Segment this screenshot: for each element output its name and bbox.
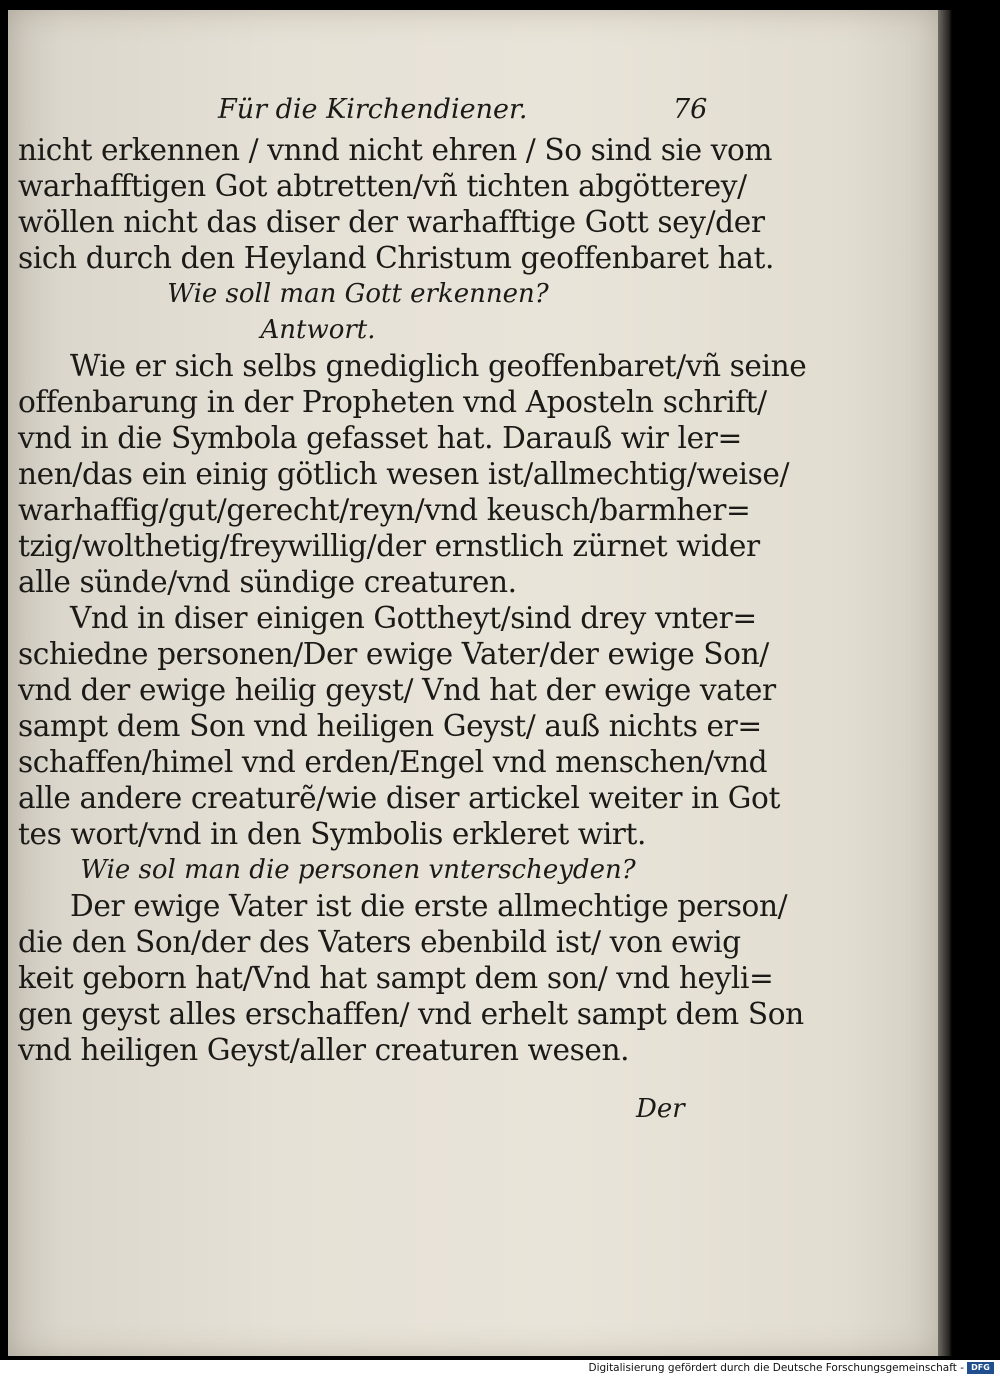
page-header [18, 92, 718, 132]
text-line: Vnd in diser einigen Gottheyt/sind drey vnter= [70, 601, 757, 635]
text-line: schaffen/himel vnd erden/Engel vnd menschen/vnd [18, 745, 768, 779]
text-line: keit geborn hat/Vnd hat sampt dem son/ vnd heyli= [18, 961, 774, 995]
text-line: vnd heiligen Geyst/aller creaturen wesen. [18, 1033, 630, 1067]
section-heading: Antwort. [260, 315, 376, 345]
text-line: tes wort/vnd in den Symbolis erkleret wirt. [18, 817, 647, 851]
funding-notice: Digitalisierung gefördert durch die Deutsche Forschungsgemeinschaft - [588, 1362, 964, 1374]
page-number: 76 [673, 94, 708, 125]
text-line: wöllen nicht das diser der warhafftige Gott sey/der [18, 205, 765, 239]
text-line: nen/das ein einig götlich wesen ist/allmechtig/weise/ [18, 457, 790, 491]
text-line: warhafftigen Got abtretten/vñ tichten abgötterey/ [18, 169, 747, 203]
text-line: alle sünde/vnd sündige creaturen. [18, 565, 517, 599]
text-line: Wie er sich selbs gnediglich geoffenbaret/vñ seine [70, 349, 807, 383]
catchword: Der [636, 1094, 685, 1124]
section-heading: Wie sol man die personen vnterscheyden? [80, 855, 636, 885]
text-line: vnd der ewige heilig geyst/ Vnd hat der ewige vater [18, 673, 776, 707]
running-head: Für die Kirchendiener. [218, 94, 528, 125]
text-line: vnd in die Symbola gefasset hat. Darauß wir ler= [18, 421, 742, 455]
text-line: warhaffig/gut/gerecht/reyn/vnd keusch/barmher= [18, 493, 751, 527]
page-edge-shadow [938, 10, 952, 1356]
text-line: tzig/wolthetig/freywillig/der ernstlich zürnet wider [18, 529, 760, 563]
text-line: schiedne personen/Der ewige Vater/der ewige Son/ [18, 637, 769, 671]
text-line: alle andere creaturẽ/wie diser artickel weiter in Got [18, 781, 780, 815]
section-heading: Wie soll man Gott erkennen? [167, 279, 549, 309]
text-lines [18, 132, 807, 1068]
text-line: gen geyst alles erschaffen/ vnd erhelt sampt dem Son [18, 997, 804, 1031]
text-line: nicht erkennen / vnnd nicht ehren / So sind sie vom [18, 133, 773, 167]
dfg-logo: DFG [967, 1362, 994, 1374]
text-line: offenbarung in der Propheten vnd Aposteln schrift/ [18, 385, 767, 419]
page-text [18, 92, 807, 1068]
text-line: sampt dem Son vnd heiligen Geyst/ auß nichts er= [18, 709, 762, 743]
text-line: sich durch den Heyland Christum geoffenbaret hat. [18, 241, 774, 275]
text-line: die den Son/der des Vaters ebenbild ist/ von ewig [18, 925, 741, 959]
text-line: Der ewige Vater ist die erste allmechtige person/ [70, 889, 788, 923]
